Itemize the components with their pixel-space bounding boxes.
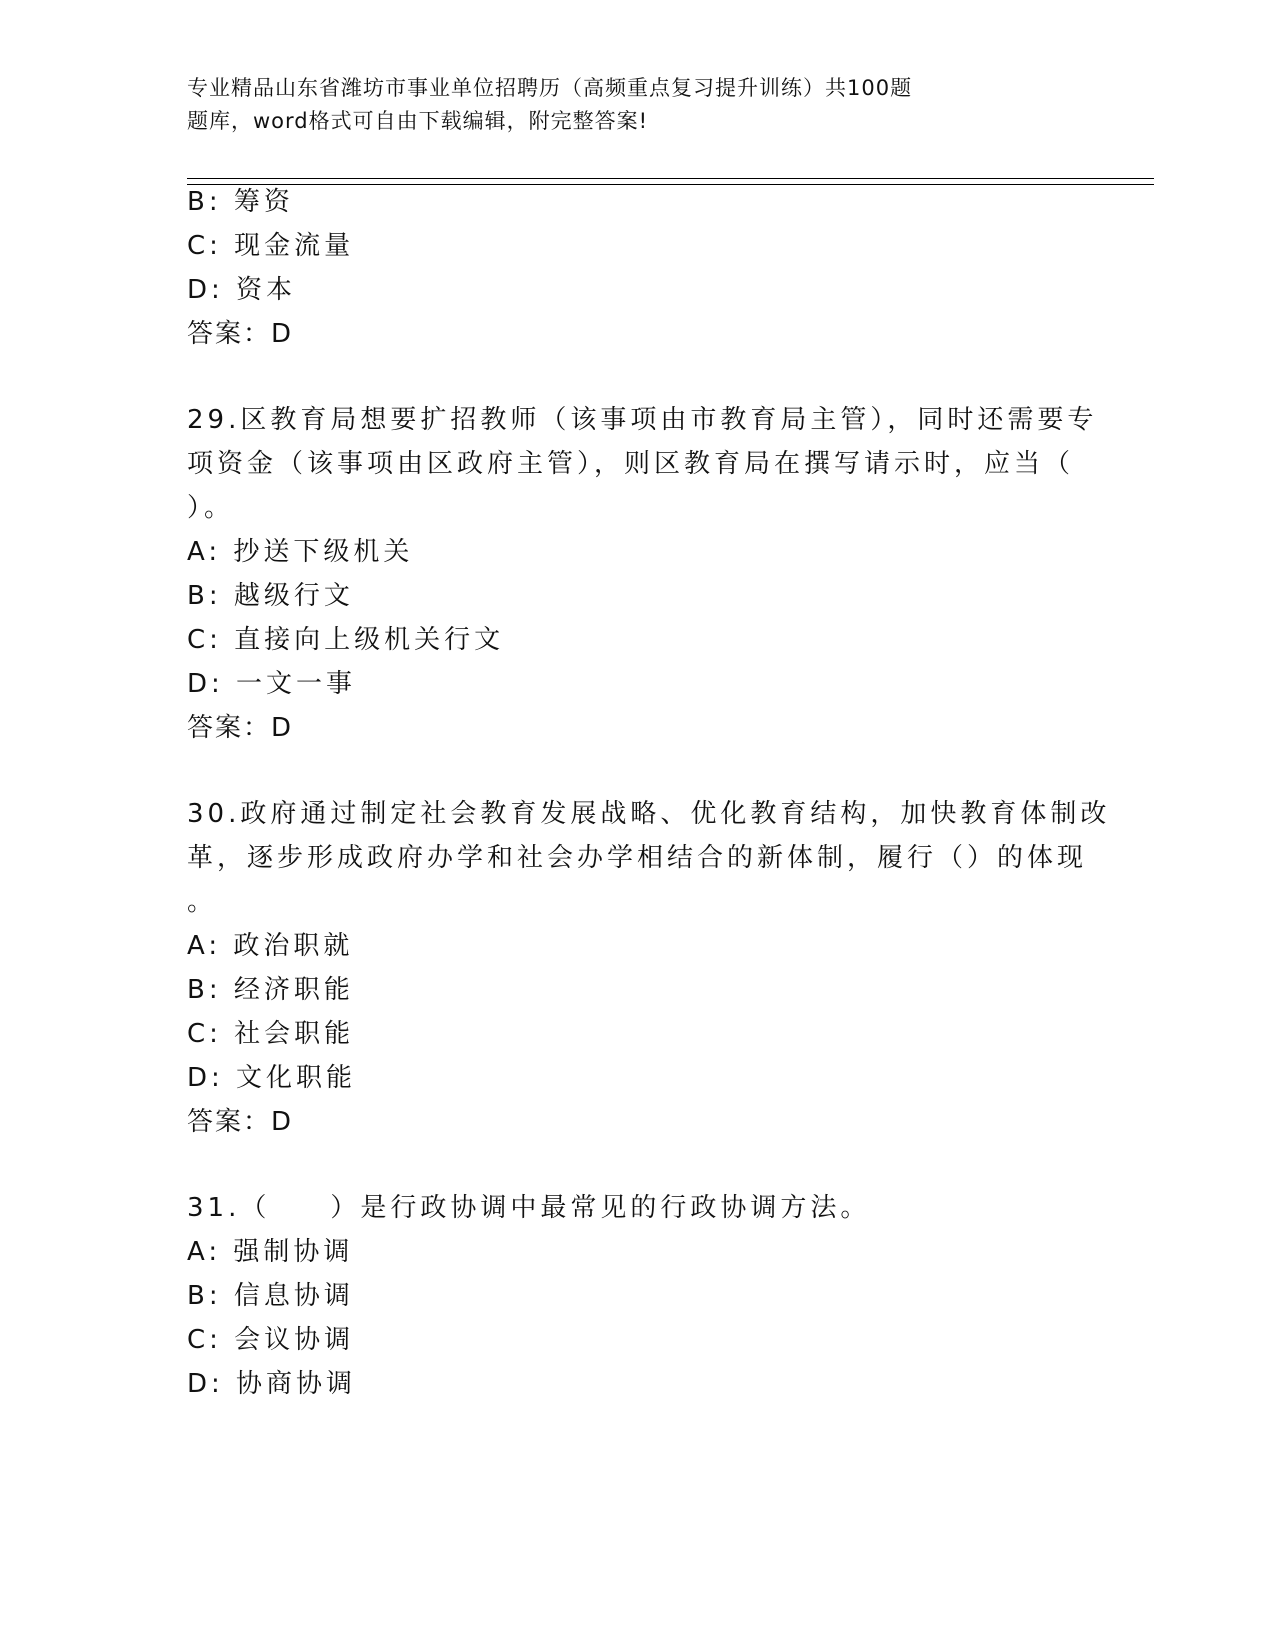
option-d: D: 一文一事: [187, 669, 357, 699]
option-b: B: 经济职能: [187, 975, 354, 1005]
question-29-text: 29.区教育局想要扩招教师（该事项由市教育局主管），同时还需要专: [187, 405, 1098, 435]
option-a: A: 抄送下级机关: [187, 537, 414, 567]
answer-label: 答案：D: [187, 713, 294, 743]
page-header: [187, 72, 1027, 138]
option-b: B: 越级行文: [187, 581, 354, 611]
question-31-text: 31.（ ）是行政协调中最常见的行政协调方法。: [187, 1193, 871, 1223]
question-30-text: 。: [187, 887, 218, 917]
option-d: D: 协商协调: [187, 1369, 357, 1399]
option-a: A: 强制协调: [187, 1237, 354, 1267]
option-b: B: 信息协调: [187, 1281, 354, 1311]
option-b: B: 筹资: [187, 187, 294, 217]
header-title-line-2: 题库，word格式可自由下载编辑，附完整答案!: [187, 109, 649, 133]
answer-label: 答案：D: [187, 319, 294, 349]
header-divider: [187, 178, 1154, 185]
question-29-text: ）。: [187, 493, 235, 523]
question-30-text: 革，逐步形成政府办学和社会办学相结合的新体制，履行（）的体现: [187, 843, 1088, 873]
answer-label: 答案：D: [187, 1107, 294, 1137]
option-c: C: 社会职能: [187, 1019, 355, 1049]
question-30-text: 30.政府通过制定社会教育发展战略、优化教育结构，加快教育体制改: [187, 799, 1111, 829]
header-title-line-1: 专业精品山东省潍坊市事业单位招聘历（高频重点复习提升训练）共100题: [187, 76, 913, 100]
option-d: D: 资本: [187, 275, 297, 305]
option-c: C: 会议协调: [187, 1325, 355, 1355]
option-a: A: 政治职就: [187, 931, 354, 961]
option-d: D: 文化职能: [187, 1063, 357, 1093]
question-29-text: 项资金（该事项由区政府主管），则区教育局在撰写请示时，应当（: [187, 449, 1075, 479]
option-c: C: 现金流量: [187, 231, 355, 261]
option-c: C: 直接向上级机关行文: [187, 625, 505, 655]
